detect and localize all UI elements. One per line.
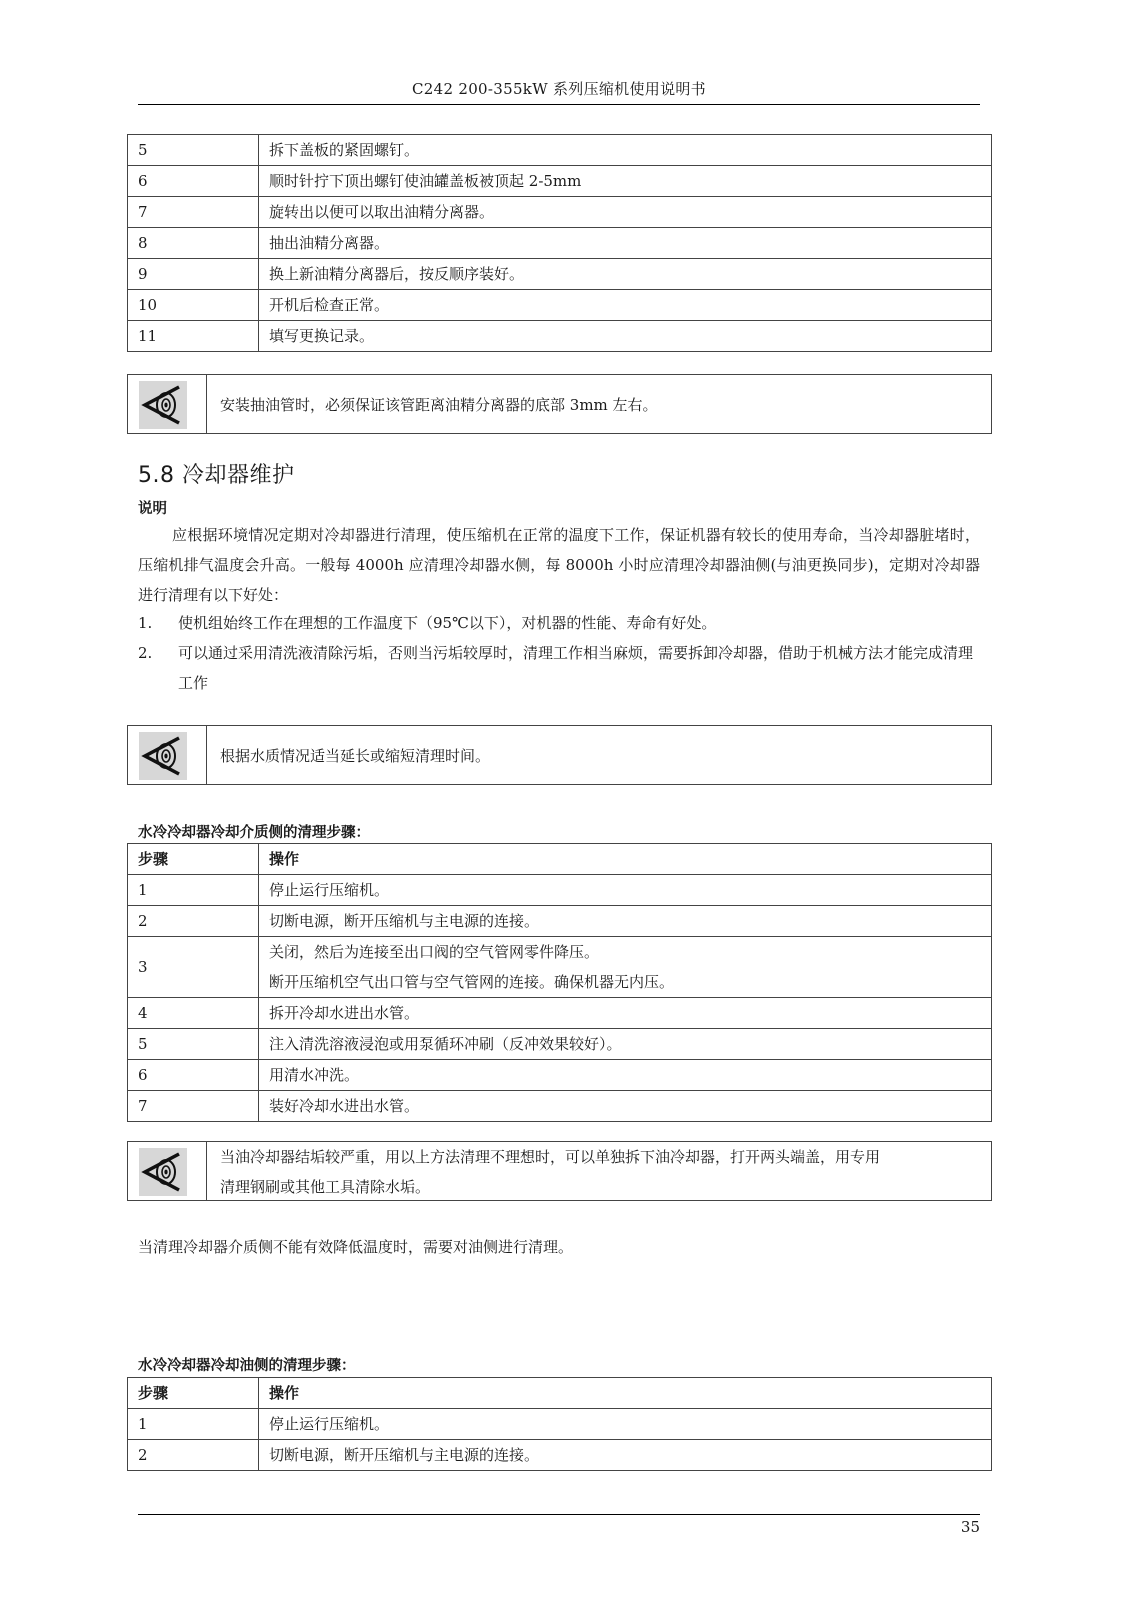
table-row [128,1029,992,1060]
eye-caution-icon [139,1148,187,1196]
step-action-cell: 旋转出以便可以取出油精分离器。 [259,197,992,228]
column-header-step: 步骤 [128,844,259,875]
step-action-cell: 开机后检查正常。 [259,290,992,321]
description-label: 说明 [138,501,167,517]
table-row [128,1060,992,1091]
table-row [128,1091,992,1122]
table-row [128,321,992,352]
step-number-cell: 1 [128,1409,259,1440]
step-action-cell [259,937,992,998]
note-text-line: 当油冷却器结垢较严重，用以上方法清理不理想时，可以单独拆下油冷却器，打开两头端盖，用专用 [220,1148,881,1166]
list-item-text: 使机组始终工作在理想的工作温度下（95℃以下），对机器的性能、寿命有好处。 [178,614,717,632]
caution-note-oil-pipe [127,374,992,434]
note-icon-cell [128,726,207,784]
note-text: 安装抽油管时，必须保证该管距离油精分离器的底部 3mm 左右。 [220,396,658,414]
step-number-cell: 3 [128,937,259,998]
table-row [128,290,992,321]
step-number-cell: 8 [128,228,259,259]
step-action-cell: 用清水冲洗。 [259,1060,992,1091]
table-row [128,875,992,906]
step-action-line: 断开压缩机空气出口管与空气管网的连接。确保机器无内压。 [269,973,675,991]
step-action-cell: 抽出油精分离器。 [259,228,992,259]
table-row [128,1440,992,1471]
water-side-steps-table [127,843,992,1122]
column-header-step: 步骤 [128,1378,259,1409]
step-number-cell: 1 [128,875,259,906]
list-item [138,638,980,698]
table-row [128,937,992,998]
list-item [138,608,980,638]
table-header-row [128,844,992,875]
step-number-cell: 11 [128,321,259,352]
oil-side-steps-table [127,1377,992,1471]
note-text-line: 清理钢刷或其他工具清除水垢。 [220,1178,431,1196]
step-action-cell: 拆下盖板的紧固螺钉。 [259,135,992,166]
water-side-heading: 水冷冷却器冷却介质侧的清理步骤： [138,825,370,841]
eye-caution-icon [139,381,187,429]
step-action-cell: 拆开冷却水进出水管。 [259,998,992,1029]
step-number-cell: 10 [128,290,259,321]
eye-caution-icon [139,732,187,780]
table-header-row [128,1378,992,1409]
table-row [128,228,992,259]
step-action-cell: 切断电源，断开压缩机与主电源的连接。 [259,906,992,937]
step-number-cell: 4 [128,998,259,1029]
step-action-cell: 装好冷却水进出水管。 [259,1091,992,1122]
step-action-cell: 切断电源，断开压缩机与主电源的连接。 [259,1440,992,1471]
document-header-title: C242 200-355kW 系列压缩机使用说明书 [412,80,706,98]
step-number-cell: 2 [128,906,259,937]
page-number: 35 [960,1518,980,1536]
step-action-cell: 停止运行压缩机。 [259,1409,992,1440]
step-number-cell: 7 [128,1091,259,1122]
table-row [128,1409,992,1440]
table-row [128,998,992,1029]
column-header-action: 操作 [259,1378,992,1409]
table-row [128,906,992,937]
step-number-cell: 5 [128,1029,259,1060]
step-action-cell: 停止运行压缩机。 [259,875,992,906]
table-row [128,166,992,197]
section-title: 5.8 冷却器维护 [138,463,295,488]
step-number-cell: 5 [128,135,259,166]
list-item-number: 1. [138,614,153,632]
description-paragraph: 应根据环境情况定期对冷却器进行清理，使压缩机在正常的温度下工作，保证机器有较长的使用寿命，当冷却器脏堵时，压缩机排气温度会升高。一般每 4000h 应清理冷却器水侧，每 8000h 小时应清理冷却器油侧(与油更换同步)，定期对冷却器进行清理有以下好处： [138,526,980,604]
column-header-action: 操作 [259,844,992,875]
step-action-cell: 换上新油精分离器后，按反顺序装好。 [259,259,992,290]
caution-note-oil-cooler-scaling [127,1141,992,1201]
table-row [128,197,992,228]
step-number-cell: 6 [128,166,259,197]
step-number-cell: 9 [128,259,259,290]
header-rule [138,104,980,105]
list-item-text: 可以通过采用清洗液清除污垢，否则当污垢较厚时，清理工作相当麻烦，需要拆卸冷却器，借助于机械方法才能完成清理工作 [178,644,974,692]
oil-side-intro: 当清理冷却器介质侧不能有效降低温度时，需要对油侧进行清理。 [138,1238,574,1256]
step-action-cell: 注入清洗溶液浸泡或用泵循环冲刷（反冲效果较好）。 [259,1029,992,1060]
caution-note-water-quality [127,725,992,785]
note-icon-cell [128,1142,207,1200]
note-icon-cell [128,375,207,433]
oil-side-heading: 水冷冷却器冷却油侧的清理步骤： [138,1358,356,1374]
note-text: 根据水质情况适当延长或缩短清理时间。 [220,747,491,765]
step-action-line: 关闭，然后为连接至出口阀的空气管网零件降压。 [269,943,600,961]
table-row [128,135,992,166]
list-item-number: 2. [138,644,153,662]
table-row [128,259,992,290]
step-number-cell: 2 [128,1440,259,1471]
separator-replacement-steps-table [127,134,992,352]
note-text [220,1142,981,1202]
step-number-cell: 6 [128,1060,259,1091]
footer-rule [138,1514,980,1515]
step-action-cell: 填写更换记录。 [259,321,992,352]
step-action-cell: 顺时针拧下顶出螺钉使油罐盖板被顶起 2-5mm [259,166,992,197]
step-number-cell: 7 [128,197,259,228]
